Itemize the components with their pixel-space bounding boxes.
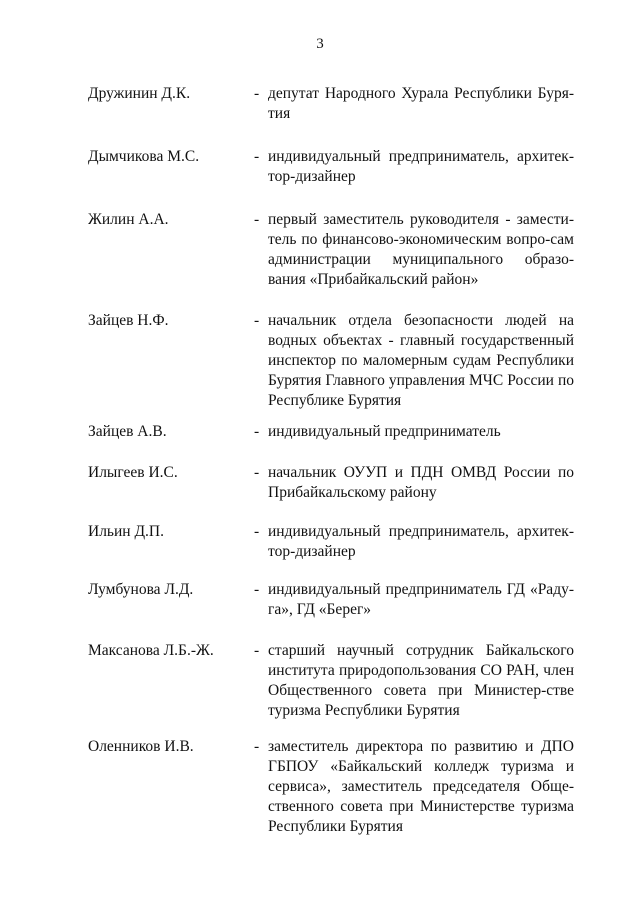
member-entry — [88, 737, 574, 837]
member-entry — [88, 84, 574, 124]
member-position: индивидуальный предприниматель, архитек-тор-дизайнер — [268, 523, 574, 560]
dash-separator: - — [254, 148, 260, 165]
member-position: заместитель директора по развитию и ДПО ГБПОУ «Байкальский колледж туризма и сервиса», заместитель председателя Обще-ственного совета при Министерстве туризма Республики Бурятия — [268, 738, 574, 835]
member-position: индивидуальный предприниматель — [268, 423, 501, 440]
member-position: начальник ОУУП и ПДН ОМВД России по Прибайкальскому району — [268, 464, 574, 501]
dash-separator: - — [254, 312, 260, 329]
member-entry — [88, 641, 574, 721]
member-entry — [88, 463, 574, 503]
member-name: Лумбунова Л.Д. — [88, 581, 194, 598]
member-position: депутат Народного Хурала Республики Буря-тия — [268, 85, 574, 122]
member-position: первый заместитель руководителя - замести-тель по финансово-экономическим вопро-сам администрации муниципального образо-вания «Прибайкальский район» — [268, 211, 574, 288]
member-name: Максанова Л.Б.-Ж. — [88, 642, 214, 659]
member-entry — [88, 580, 574, 620]
member-position: старший научный сотрудник Байкальского института природопользования СО РАН, член Общественного совета при Министер-стве туризма Республики Бурятия — [268, 642, 574, 719]
dash-separator: - — [254, 464, 260, 481]
member-entry — [88, 311, 574, 411]
dash-separator: - — [254, 423, 260, 440]
member-entry — [88, 147, 574, 187]
dash-separator: - — [254, 642, 260, 659]
page-number: 3 — [316, 36, 324, 52]
dash-separator: - — [254, 211, 260, 228]
member-name: Оленников И.В. — [88, 738, 194, 755]
member-name: Дымчикова М.С. — [88, 148, 200, 165]
member-name: Ильин Д.П. — [88, 523, 164, 540]
member-entry — [88, 422, 574, 442]
member-position: индивидуальный предприниматель ГД «Раду-га», ГД «Берег» — [268, 581, 574, 618]
member-name: Зайцев Н.Ф. — [88, 312, 169, 329]
dash-separator: - — [254, 523, 260, 540]
dash-separator: - — [254, 738, 260, 755]
dash-separator: - — [254, 581, 260, 598]
member-name: Жилин А.А. — [88, 211, 169, 228]
member-entry — [88, 522, 574, 562]
member-name: Илыгеев И.С. — [88, 464, 178, 481]
dash-separator: - — [254, 85, 260, 102]
member-position: индивидуальный предприниматель, архитек-тор-дизайнер — [268, 148, 574, 185]
member-entry — [88, 210, 574, 290]
member-position: начальник отдела безопасности людей на водных объектах - главный государственный инспектор по маломерным судам Республики Бурятия Главного управления МЧС России по Республике Бурятия — [268, 312, 574, 409]
member-name: Дружинин Д.К. — [88, 85, 191, 102]
member-name: Зайцев А.В. — [88, 423, 167, 440]
